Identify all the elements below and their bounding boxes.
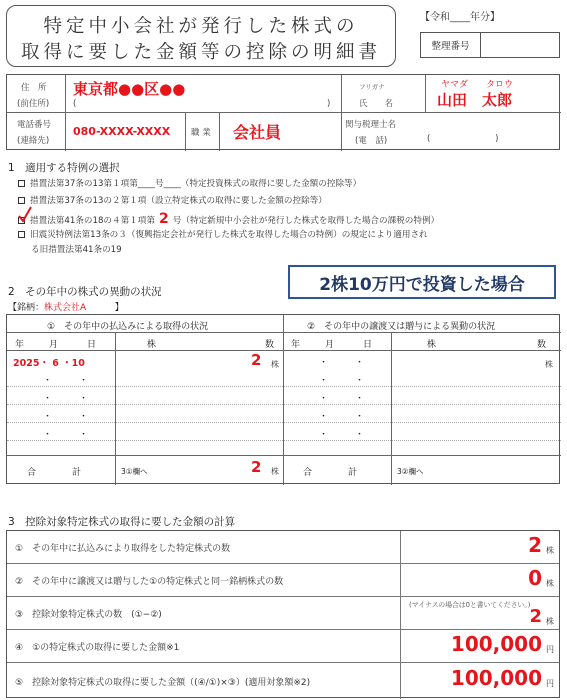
col-year-right: 年 <box>291 340 301 350</box>
checkbox-icon[interactable] <box>18 231 25 238</box>
address-sub-label: (前住所) <box>17 99 50 109</box>
job-label: 職 業 <box>191 128 211 138</box>
title-line-1: 特定中小会社が発行した株式の <box>43 16 359 37</box>
calc-row-2: ② その年中に譲渡又は贈与した①の特定株式と同一銘柄株式の数 0 株 <box>7 564 559 597</box>
calc-row-4-value[interactable]: 100,000 <box>450 632 542 656</box>
checkbox-checked-icon[interactable] <box>18 217 25 224</box>
option-3-number: 2 <box>159 211 169 227</box>
option-2[interactable]: 措置法第37条の13の２第１項（設立特定株式の取得に要した金額の控除等） <box>18 194 327 206</box>
title-line-2: 取得に要した金額等の控除の明細書 <box>20 42 381 63</box>
calc-row-4: ④ ①の特定株式の取得に要した金額※1 100,000 円 <box>7 630 559 663</box>
checkmark-icon <box>17 206 33 224</box>
tax-accountant-phone-field[interactable]: ( ) <box>427 134 499 144</box>
calc-row-1-value[interactable]: 2 <box>528 533 542 557</box>
brand-line: 【銘柄：株式会社A 】 <box>8 303 124 313</box>
furigana-value[interactable]: ヤマダ タロウ <box>441 80 514 90</box>
checkbox-icon[interactable] <box>18 197 25 204</box>
phone-label: 電話番号 <box>17 120 52 130</box>
total-label-left: 合 計 <box>27 468 82 478</box>
calc-row-2-value[interactable]: 0 <box>528 566 542 590</box>
brand-value[interactable]: 株式会社A <box>44 303 87 313</box>
total-unit: 株 <box>271 467 279 476</box>
calc-row-3-value[interactable]: 2 <box>529 606 542 627</box>
col-day-left: 日 <box>87 340 97 350</box>
checkbox-icon[interactable] <box>18 180 25 187</box>
col-kabu-left: 株 <box>147 340 157 350</box>
job-value[interactable]: 会社員 <box>233 123 282 142</box>
row1-date[interactable]: 2025・ 6 ・10 <box>13 358 85 369</box>
col-month-right: 月 <box>325 340 335 350</box>
seiri-label: 整理番号 <box>421 33 481 57</box>
furigana-label: フリガナ <box>359 83 385 91</box>
name-label: 氏 名 <box>359 99 394 109</box>
address-value[interactable]: 東京都●●区●● <box>73 80 186 98</box>
col-day-right: 日 <box>363 340 373 350</box>
tax-accountant-sub-label: (電 話) <box>355 136 388 146</box>
phone-sub-label: (連絡先) <box>17 136 50 146</box>
section1-title: 1 適用する特例の選択 <box>8 162 120 174</box>
total-label-right: 合 計 <box>303 468 358 478</box>
option-3[interactable]: 措置法第41条の18の４第１項第 2 号（特定新規中小会社が発行した株式を取得した場合の課税の特例） <box>18 211 439 227</box>
taxpayer-info-table <box>6 74 560 150</box>
title-box <box>6 5 396 67</box>
total-quantity[interactable]: 2 <box>251 458 262 476</box>
calc-row-5: ⑤ 控除対象特定株式の取得に要した金額（(④/①)×③）(適用対象額※2) 100,000 円 <box>7 663 559 699</box>
calc-row-3-note: (マイナスの場合は0と書いてください。) <box>409 601 531 609</box>
right-header: ② その年中の譲渡又は贈与による異動の状況 <box>307 322 496 332</box>
section3-title: 3 控除対象特定株式の取得に要した金額の計算 <box>8 516 236 528</box>
tax-accountant-label: 関与税理士名 <box>345 120 397 130</box>
address-paren-open: ( <box>73 99 77 109</box>
deduction-calc-table <box>6 530 560 698</box>
reiwa-year: 【令和____年分】 <box>420 12 500 23</box>
option-4-continued: る旧措置法第41条の19 <box>31 245 122 255</box>
address-paren-close: ) <box>327 99 331 109</box>
row1-unit: 株 <box>271 360 279 369</box>
stock-movement-table: ① その年中の払込みによる取得の状況 ② その年中の譲渡又は贈与による異動の状況 年 月 日 株 数 年 月 日 株 数 2025・ 6 ・10 2 株 株 ・ ・ ・ ・ ・ ・ ・ ・ ・ ・ ・ ・ ・ ・ ・ ・ ・ ・ 合 計 3①欄へ 2 株 合 計 3②欄へ <box>6 314 560 484</box>
row1-unit-right: 株 <box>545 360 553 369</box>
col-month-left: 月 <box>49 340 59 350</box>
example-banner: 2株10万円で投資した場合 <box>288 265 556 299</box>
row1-quantity[interactable]: 2 <box>251 351 262 369</box>
calc-row-1: ① その年中に払込みにより取得をした特定株式の数 2 株 <box>7 531 559 564</box>
left-header: ① その年中の払込みによる取得の状況 <box>47 322 209 332</box>
col-su-right: 数 <box>537 340 547 350</box>
section2-title: 2 その年中の株式の異動の状況 <box>8 286 162 298</box>
phone-value[interactable]: 080-XXXX-XXXX <box>73 125 171 138</box>
option-4[interactable]: 旧震災特例法第13条の３（復興指定会社が発行した株式を取得した場合の特例）の規定により適用され <box>18 228 428 240</box>
col-year-left: 年 <box>15 340 25 350</box>
seiri-box <box>420 32 560 58</box>
calc-row-5-value[interactable]: 100,000 <box>450 666 542 690</box>
name-value[interactable]: 山田 太郎 <box>437 91 513 109</box>
calc-row-3: ③ 控除対象特定株式の数 (①−②) (マイナスの場合は0と書いてください。) 2 株 <box>7 597 559 630</box>
seiri-value-field[interactable] <box>481 33 559 57</box>
option-1[interactable]: 措置法第37条の13第１項第____号____（特定投資株式の取得に要した金額の控除等） <box>18 177 361 189</box>
total-ref-left: 3①欄へ <box>121 467 148 476</box>
col-kabu-right: 株 <box>427 340 437 350</box>
address-label: 住 所 <box>21 83 47 93</box>
total-ref-right: 3②欄へ <box>397 467 424 476</box>
col-su-left: 数 <box>265 340 275 350</box>
